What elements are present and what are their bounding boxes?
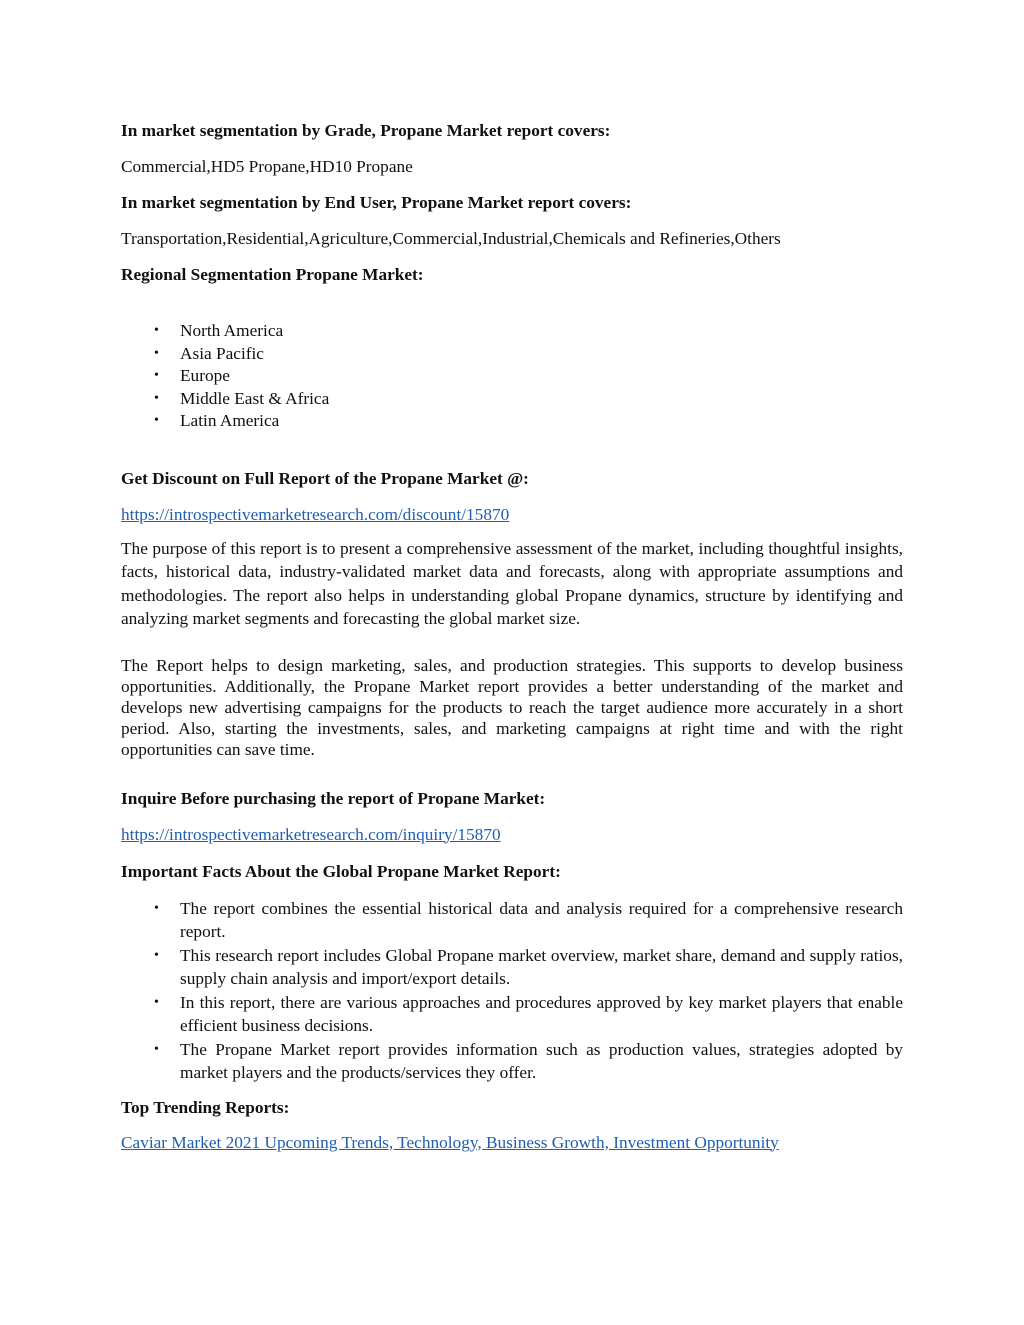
grade-items: Commercial,HD5 Propane,HD10 Propane	[121, 157, 413, 176]
list-item: • Europe	[121, 365, 903, 388]
purpose-paragraph: The purpose of this report is to present a comprehensive assessment of the market, including thoughtful insights, facts, historical data, industry-validated market data and forecasts, along with appropriate assumptions and methodologies. The report also helps in understanding global Propane dynamics, structure by identifying and analyzing market segments and forecasting the global market size.	[121, 538, 903, 628]
bullet-icon: •	[154, 323, 159, 338]
document-page	[121, 118, 903, 1157]
discount-link[interactable]: https://introspectivemarketresearch.com/discount/15870	[121, 504, 510, 524]
list-item: • North America	[121, 320, 903, 343]
bullet-icon: •	[154, 368, 159, 383]
facts-list	[121, 897, 903, 1085]
list-item: • This research report includes Global Propane market overview, market share, demand and supply ratios, supply chain analysis and import/export details.	[154, 945, 903, 988]
trending-heading: Top Trending Reports:	[121, 1097, 290, 1117]
end-user-items: Transportation,Residential,Agriculture,Commercial,Industrial,Chemicals and Refineries,Others	[121, 229, 781, 248]
list-item: • In this report, there are various approaches and procedures approved by key market players that enable efficient business decisions.	[154, 992, 903, 1035]
list-item: • Latin America	[121, 410, 903, 433]
list-item: • Asia Pacific	[121, 343, 903, 366]
list-item: • The report combines the essential historical data and analysis required for a comprehensive research report.	[154, 898, 903, 941]
bullet-icon: •	[154, 947, 159, 963]
facts-heading: Important Facts About the Global Propane Market Report:	[121, 861, 561, 881]
bullet-icon: •	[154, 345, 159, 361]
bullet-icon: •	[154, 390, 159, 406]
list-item: • Middle East & Africa	[121, 388, 903, 411]
regions-list	[121, 320, 903, 433]
trending-report-link[interactable]: Caviar Market 2021 Upcoming Trends, Technology, Business Growth, Investment Opportunity	[121, 1132, 779, 1152]
inquiry-link[interactable]: https://introspectivemarketresearch.com/inquiry/15870	[121, 824, 501, 844]
report-paragraph: The Report helps to design marketing, sales, and production strategies. This supports to develop business opportunities. Additionally, the Propane Market report provides a better understanding of the market and develops new advertising campaigns for the products to reach the target audience more accurately in a short period. Also, starting the investments, sales, and marketing campaigns at right time and with the right opportunities can save time.	[121, 655, 903, 759]
list-item: • The Propane Market report provides information such as production values, strategies adopted by market players and the products/services they offer.	[154, 1039, 903, 1082]
regional-heading: Regional Segmentation Propane Market:	[121, 265, 424, 284]
end-user-heading: In market segmentation by End User, Propane Market report covers:	[121, 193, 632, 212]
bullet-icon: •	[154, 413, 159, 428]
bullet-icon: •	[154, 900, 159, 916]
grade-heading: In market segmentation by Grade, Propane Market report covers:	[121, 121, 611, 140]
bullet-icon: •	[154, 1041, 159, 1057]
bullet-icon: •	[154, 994, 159, 1010]
inquire-heading: Inquire Before purchasing the report of Propane Market:	[121, 788, 546, 808]
discount-heading: Get Discount on Full Report of the Propane Market @:	[121, 468, 529, 488]
